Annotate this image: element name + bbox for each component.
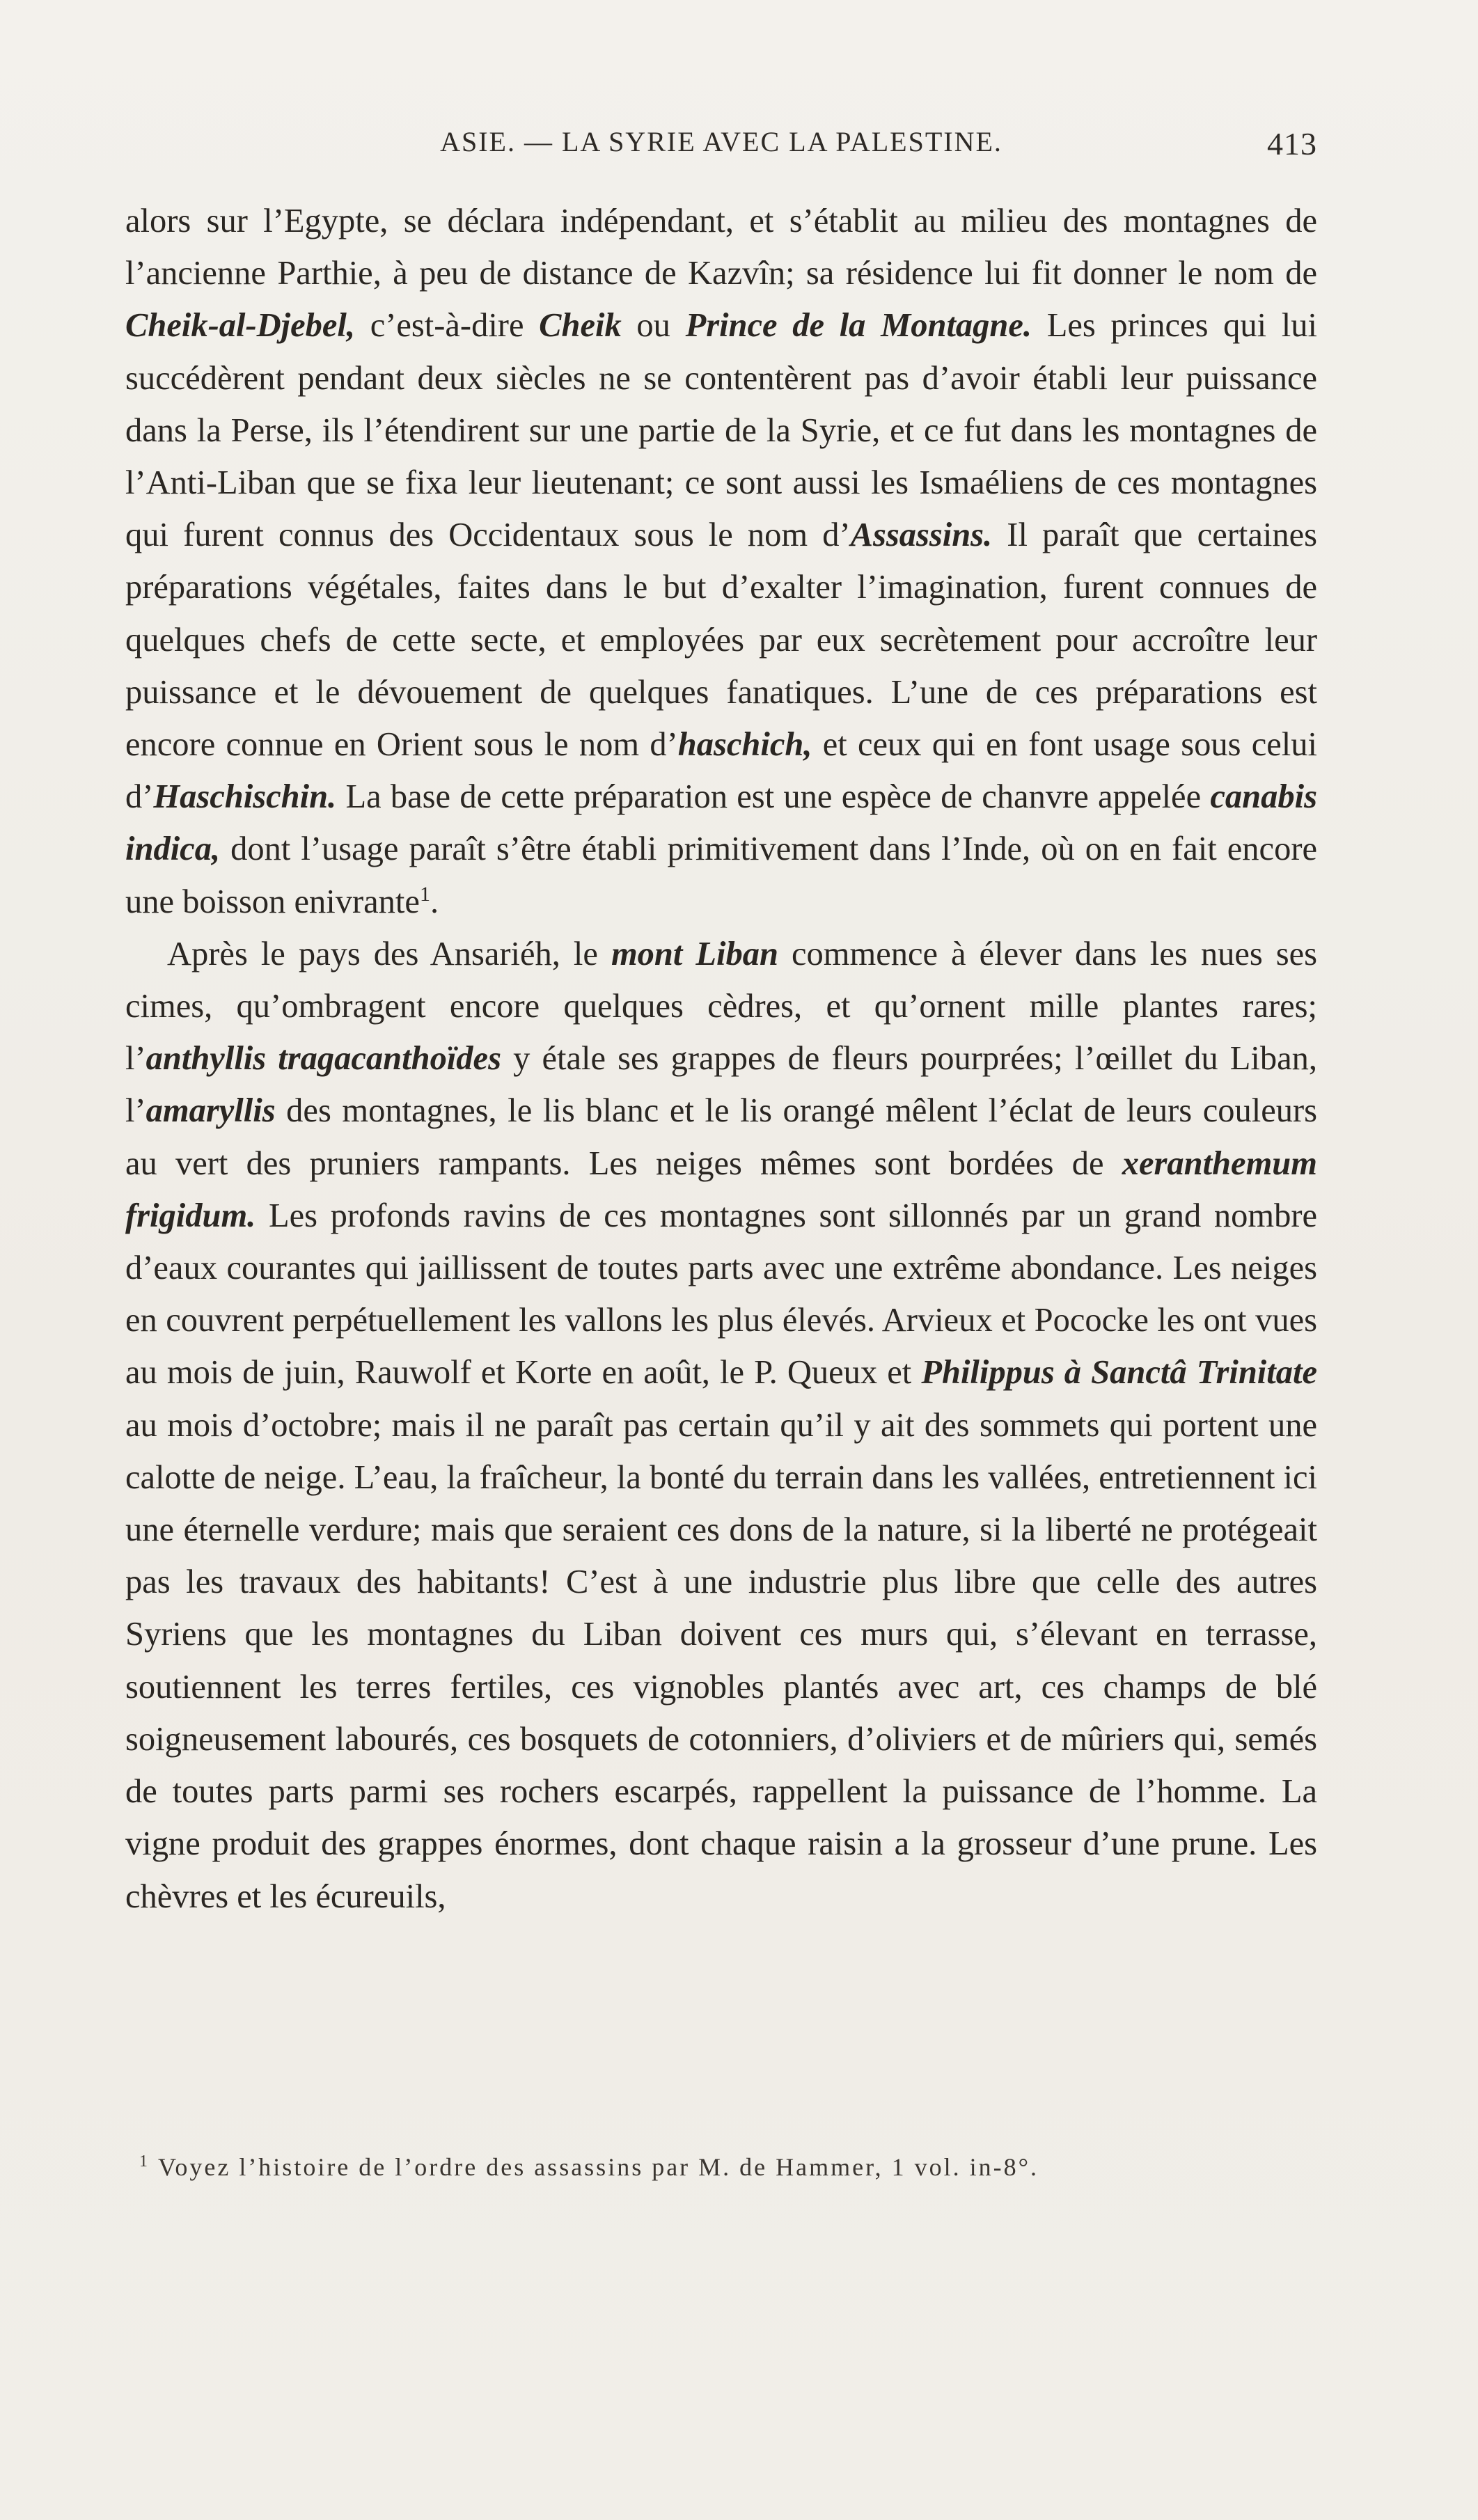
text-run: c’est-à-dire (355, 307, 540, 345)
italic-term: xeranthemum frigidum. (125, 1144, 1317, 1234)
text-run: et ceux qui en font usage sous celui d’ (125, 726, 1317, 816)
text-run: Les princes qui lui succédèrent pendant deux siècles ne se contentèrent pas d’avoir établi leur puissance dans la Perse, ils l’étendirent sur une partie de la Syrie, et ce fut dans les montagnes de l’Anti-Liban que se fixa leur lieutenant; ce sont aussi les Ismaéliens de ces montagnes qui furent connus des Occidentaux sous le nom d’ (125, 307, 1317, 554)
italic-term: Haschischin. (153, 778, 337, 816)
paragraph-2 (125, 928, 1317, 1923)
italic-term: haschich, (677, 726, 812, 764)
italic-term: Assassins. (850, 517, 993, 554)
text-run: alors sur l’Egypte, se déclara indépendant, et s’établit au milieu des montagnes de l’ancienne Parthie, à peu de distance de Kazvîn; sa résidence lui fit donner le nom de (125, 203, 1317, 292)
footnote (139, 2150, 1184, 2184)
text-run: ou (621, 307, 686, 345)
italic-term: Philippus à Sanctâ Trinitate (921, 1354, 1317, 1392)
text-run: au mois d’octobre; mais il ne paraît pas certain qu’il y ait des sommets qui portent une calotte de neige. L’eau, la fraîcheur, la bonté du terrain dans les vallées, entretiennent ici une éternelle verdure; mais que seraient ces dons de la nature, si la liberté ne protégeait pas les travaux des habitants! C’est à une industrie plus libre que celle des autres Syriens que les montagnes du Liban doivent ces murs qui, s’élevant en terrasse, soutiennent les terres fertiles, ces vignobles plantés avec art, ces champs de blé soigneusement labourés, ces bosquets de cotonniers, d’oliviers et de mûriers qui, semés de toutes parts parmi ses rochers escarpés, rappellent la puissance de l’homme. La vigne produit des grappes énormes, dont chaque raisin a la grosseur d’une prune. Les chèvres et les écureuils, (125, 1406, 1317, 1915)
running-header (125, 125, 1317, 167)
italic-term: Cheik-al-Djebel, (125, 307, 356, 345)
text-run: dont l’usage paraît s’être établi primitivement dans l’Inde, où on en fait encore une boisson enivrante (125, 830, 1317, 920)
text-run: y étale ses grappes de fleurs pourprées; l’œillet du Liban, l’ (125, 1040, 1317, 1130)
italic-term: canabis indica, (125, 778, 1317, 868)
italic-term: anthyllis tragacanthoïdes (146, 1040, 501, 1078)
main-text (125, 195, 1317, 1923)
italic-term: Cheik (539, 307, 622, 345)
paragraph-1 (125, 195, 1317, 928)
text-run: La base de cette préparation est une espèce de chanvre appelée (336, 778, 1211, 816)
running-title: ASIE. — LA SYRIE AVEC LA PALESTINE. (440, 126, 1003, 157)
text-run: des montagnes, le lis blanc et le lis orangé mêlent l’éclat de leurs couleurs au vert des pruniers rampants. Les neiges mêmes sont bordées de (125, 1092, 1317, 1182)
italic-term: mont Liban (611, 935, 778, 972)
text-run: Après le pays des Ansariéh, le (167, 935, 611, 972)
italic-term: amaryllis (146, 1092, 276, 1130)
italic-term: Prince de la Montagne. (685, 307, 1032, 345)
text-run: Il paraît que certaines préparations végétales, faites dans le but d’exalter l’imagination, furent connues de quelques chefs de cette secte, et employées par eux secrètement pour accroître leur puissance et le dévouement de quelques fanatiques. L’une de ces préparations est encore connue en Orient sous le nom d’ (125, 517, 1317, 764)
page-number: 413 (1267, 126, 1317, 162)
text-run: . (430, 883, 439, 920)
text-run: commence à élever dans les nues ses cimes, qu’ombragent encore quelques cèdres, et qu’ornent mille plantes rares; l’ (125, 935, 1317, 1078)
text-run: Les profonds ravins de ces montagnes sont sillonnés par un grand nombre d’eaux courantes qui jaillissent de toutes parts avec une extrême abondance. Les neiges en couvrent perpétuellement les vallons les plus élevés. Arvieux et Pococke les ont vues au mois de juin, Rauwolf et Korte en août, le P. Queux et (125, 1197, 1317, 1392)
footnote-text: Voyez l’histoire de l’ordre des assassins par M. de Hammer, 1 vol. in-8°. (158, 2153, 1039, 2181)
footnote-marker: 1 (139, 2152, 150, 2171)
footnote-reference: 1 (419, 882, 430, 906)
